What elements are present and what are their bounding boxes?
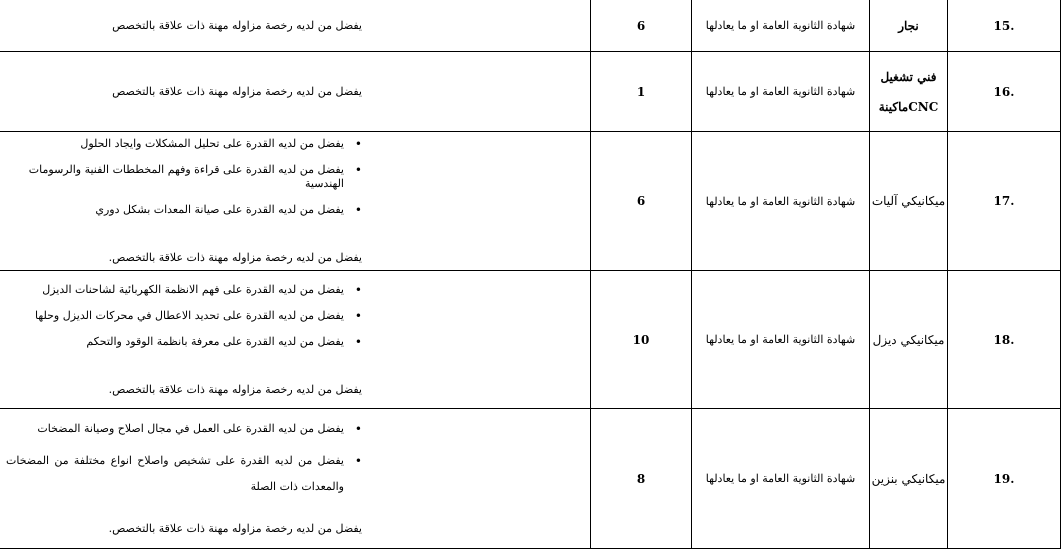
table-row (0, 0, 1061, 52)
notes-cell (0, 271, 591, 409)
job-title (870, 52, 948, 132)
notes-cell (0, 0, 591, 52)
row-number: .16 (948, 52, 1061, 132)
vacancy-count: 6 (591, 0, 692, 52)
notes-cell (0, 132, 591, 271)
table-row (0, 271, 1061, 409)
row-number: .15 (948, 0, 1061, 52)
job-title-line1: فني تشغيل (880, 69, 937, 84)
table-row (0, 132, 1061, 271)
notes-cell (0, 52, 591, 132)
row-number: .17 (948, 132, 1061, 271)
vacancy-count: 1 (591, 52, 692, 132)
requirements-list (6, 422, 362, 500)
license-note: يفضل من لديه رخصة مزاوله مهنة ذات علاقة بالتخصص. (108, 521, 362, 535)
qualification: شهادة الثانوية العامة او ما يعادلها (692, 132, 870, 271)
list-item: • يفضل من لديه القدرة على تحديد الاعطال في محركات الديزل وحلها (6, 309, 344, 323)
job-title: نجار (870, 0, 948, 52)
list-item: • يفضل من لديه القدرة على فهم الانظمة الكهربائية لشاحنات الديزل (6, 283, 344, 297)
license-note: يفضل من لديه رخصة مزاوله مهنة ذات علاقة بالتخصص. (108, 251, 362, 264)
list-item: • يفضل من لديه القدرة على صيانة المعدات بشكل دوري (6, 203, 344, 217)
license-note: يفضل من لديه رخصة مزاوله مهنة ذات علاقة بالتخصص (112, 84, 362, 98)
row-number: .19 (948, 409, 1061, 549)
requirements-list (6, 283, 362, 349)
license-note: يفضل من لديه رخصة مزاوله مهنة ذات علاقة بالتخصص (112, 18, 362, 32)
row-number: .18 (948, 271, 1061, 409)
vacancy-count: 6 (591, 132, 692, 271)
table-row (0, 409, 1061, 549)
qualification: شهادة الثانوية العامة او ما يعادلها (692, 52, 870, 132)
requirements-list (6, 137, 362, 217)
qualification: شهادة الثانوية العامة او ما يعادلها (692, 271, 870, 409)
list-item: • يفضل من لديه القدرة على معرفة بانظمة الوقود والتحكم (6, 335, 344, 349)
license-note: يفضل من لديه رخصة مزاوله مهنة ذات علاقة بالتخصص. (108, 382, 362, 396)
list-item: • يفضل من لديه القدرة على العمل في مجال اصلاح وصيانة المضخات (6, 422, 344, 436)
list-item: • يفضل من لديه القدرة على قراءة وفهم المخططات الفنية والرسومات الهندسية (6, 163, 344, 191)
job-title: ميكانيكي بنزين (870, 409, 948, 549)
list-item: • يفضل من لديه القدرة على تشخيص واصلاح انواع مختلفة من المضخات والمعدات ذات الصلة (6, 448, 344, 500)
vacancy-count: 10 (591, 271, 692, 409)
qualification: شهادة الثانوية العامة او ما يعادلها (692, 409, 870, 549)
list-item: • يفضل من لديه القدرة على تحليل المشكلات وايجاد الحلول (6, 137, 344, 151)
notes-cell (0, 409, 591, 549)
job-title: ميكانيكي ديزل (870, 271, 948, 409)
vacancy-count: 8 (591, 409, 692, 549)
table-row (0, 52, 1061, 132)
qualification: شهادة الثانوية العامة او ما يعادلها (692, 0, 870, 52)
job-title: ميكانيكي آليات (870, 132, 948, 271)
job-title-line2: CNCماكينة (878, 99, 939, 114)
